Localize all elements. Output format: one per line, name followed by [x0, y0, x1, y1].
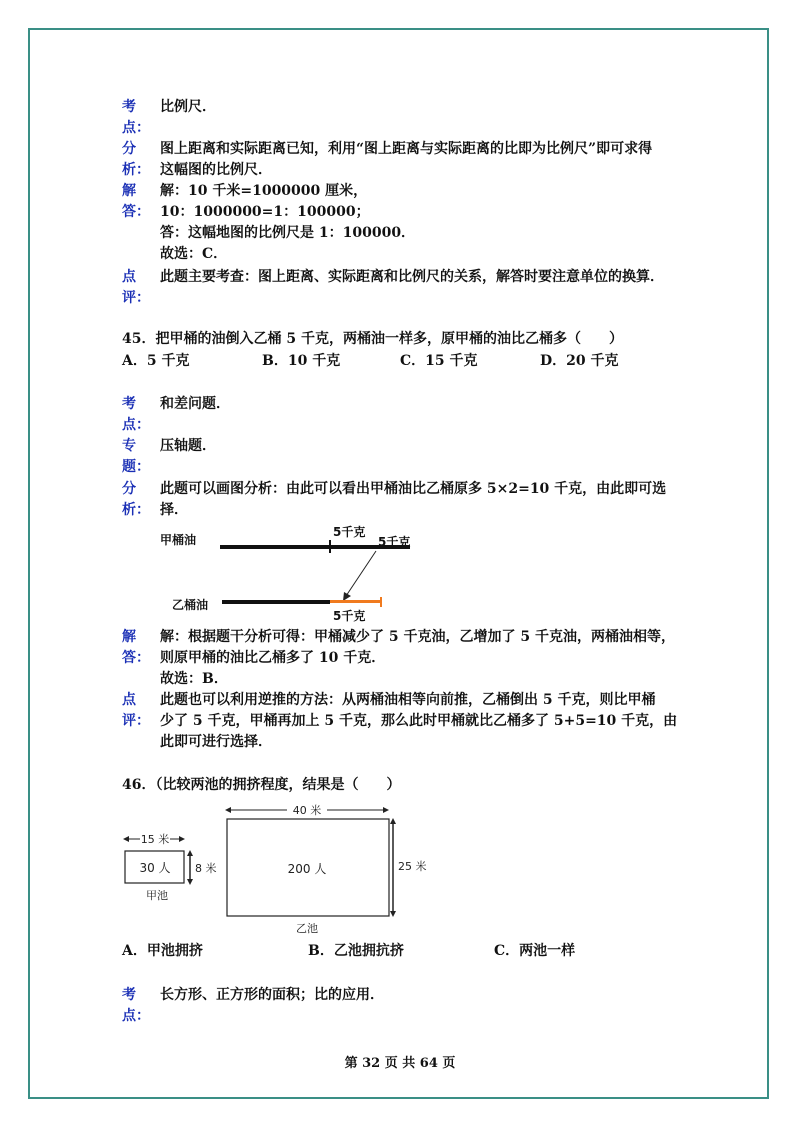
arrowhead: [179, 836, 185, 842]
dianping-text: 此题也可以利用逆推的方法：从两桶油相等向前推，乙桶倒出 5 千克，则比甲桶: [160, 692, 656, 708]
pool-diagram: [115, 798, 435, 938]
zhuanti-text: 压轴题．: [160, 438, 216, 454]
option-b: B．乙池拥抗挤: [308, 943, 404, 959]
question-46: 46．（比较两池的拥挤程度，结果是（ ）: [122, 777, 401, 793]
kaodian-label: 考: [122, 987, 136, 1003]
top-amount: 5千克: [333, 525, 366, 539]
option-c: C．两池一样: [494, 943, 576, 959]
jieda-label: 答：: [122, 650, 150, 666]
large-pool-name: 乙池: [296, 922, 318, 935]
arrowhead: [225, 807, 231, 813]
fenxi-text: 图上距离和实际距离已知，利用“图上距离与实际距离的比即为比例尺”即可求得: [160, 141, 653, 157]
large-people: 200 人: [287, 862, 327, 876]
pour-arrow: [346, 551, 376, 596]
kaodian-label: 考: [122, 396, 136, 412]
arrowhead: [383, 807, 389, 813]
kaodian-label: 点：: [122, 1008, 150, 1024]
arrowhead: [187, 850, 193, 856]
dianping-label: 评：: [122, 290, 150, 306]
fenxi-text: 择．: [160, 502, 188, 518]
jieda-text: 则原甲桶的油比乙桶多了 10 千克．: [160, 650, 386, 666]
bottom-amount: 5千克: [333, 609, 366, 623]
small-people: 30 人: [139, 861, 171, 875]
poured-amount: 5千克: [378, 535, 411, 549]
dianping-text: 此题主要考查：图上距离、实际距离和比例尺的关系，解答时要注意单位的换算．: [160, 269, 664, 285]
fenxi-label: 析：: [122, 162, 150, 178]
kaodian-text: 长方形、正方形的面积；比的应用．: [160, 987, 384, 1003]
small-width-label: 15 米: [140, 833, 170, 846]
oil-diagram: [150, 520, 450, 625]
jieda-label: 解: [122, 183, 136, 199]
arrowhead: [390, 911, 396, 917]
jieda-label: 答：: [122, 204, 150, 220]
yi-label: 乙桶油: [172, 598, 209, 612]
arrowhead: [390, 818, 396, 824]
fenxi-text: 这幅图的比例尺．: [160, 162, 272, 178]
zhuanti-label: 题：: [122, 459, 150, 475]
jieda-text: 解：10 千米=1000000 厘米，: [160, 183, 368, 199]
option-b: B．10 千克: [262, 353, 341, 369]
option-a: A．甲池拥挤: [122, 943, 203, 959]
jieda-text: 故选：B．: [160, 671, 228, 687]
jia-label: 甲桶油: [160, 533, 197, 547]
dianping-label: 点: [122, 692, 136, 708]
fenxi-label: 分: [122, 141, 136, 157]
dianping-text: 此即可进行选择．: [160, 734, 272, 750]
jieda-label: 解: [122, 629, 136, 645]
kaodian-label: 点：: [122, 417, 150, 433]
jieda-text: 答：这幅地图的比例尺是 1：100000．: [160, 225, 416, 241]
kaodian-text: 和差问题．: [160, 396, 230, 412]
large-height-label: 25 米: [398, 860, 427, 873]
page-footer: 第 32 页 共 64 页: [344, 1056, 456, 1071]
fenxi-label: 析：: [122, 502, 150, 518]
kaodian-label: 点：: [122, 120, 150, 136]
jieda-text: 故选：C．: [160, 246, 228, 262]
kaodian-label: 考: [122, 99, 136, 115]
large-width-label: 40 米: [292, 804, 322, 817]
small-height-label: 8 米: [195, 862, 217, 875]
fenxi-text: 此题可以画图分析：由此可以看出甲桶油比乙桶原多 5×2=10 千克，由此即可选: [160, 481, 667, 497]
option-c: C．15 千克: [400, 353, 478, 369]
arrowhead: [187, 879, 193, 885]
fenxi-label: 分: [122, 481, 136, 497]
arrowhead: [123, 836, 129, 842]
yi-bar: [222, 600, 330, 604]
jieda-text: 10：1000000=1：100000；: [160, 204, 370, 220]
dianping-text: 少了 5 千克，甲桶再加上 5 千克，那么此时甲桶就比乙桶多了 5+5=10 千克，由: [160, 713, 678, 729]
arrowhead: [343, 592, 351, 601]
small-pool-name: 甲池: [146, 889, 168, 902]
zhuanti-label: 专: [122, 438, 136, 454]
jieda-text: 解：根据题干分析可得：甲桶减少了 5 千克油，乙增加了 5 千克油，两桶油相等，: [160, 629, 675, 645]
dianping-label: 点: [122, 269, 136, 285]
option-a: A．5 千克: [122, 353, 190, 369]
dianping-label: 评：: [122, 713, 150, 729]
kaodian-text: 比例尺．: [160, 99, 216, 115]
yi-added-bar: [330, 600, 380, 603]
option-d: D．20 千克: [540, 353, 619, 369]
question-45: 45．把甲桶的油倒入乙桶 5 千克，两桶油一样多，原甲桶的油比乙桶多（ ）: [122, 331, 623, 347]
